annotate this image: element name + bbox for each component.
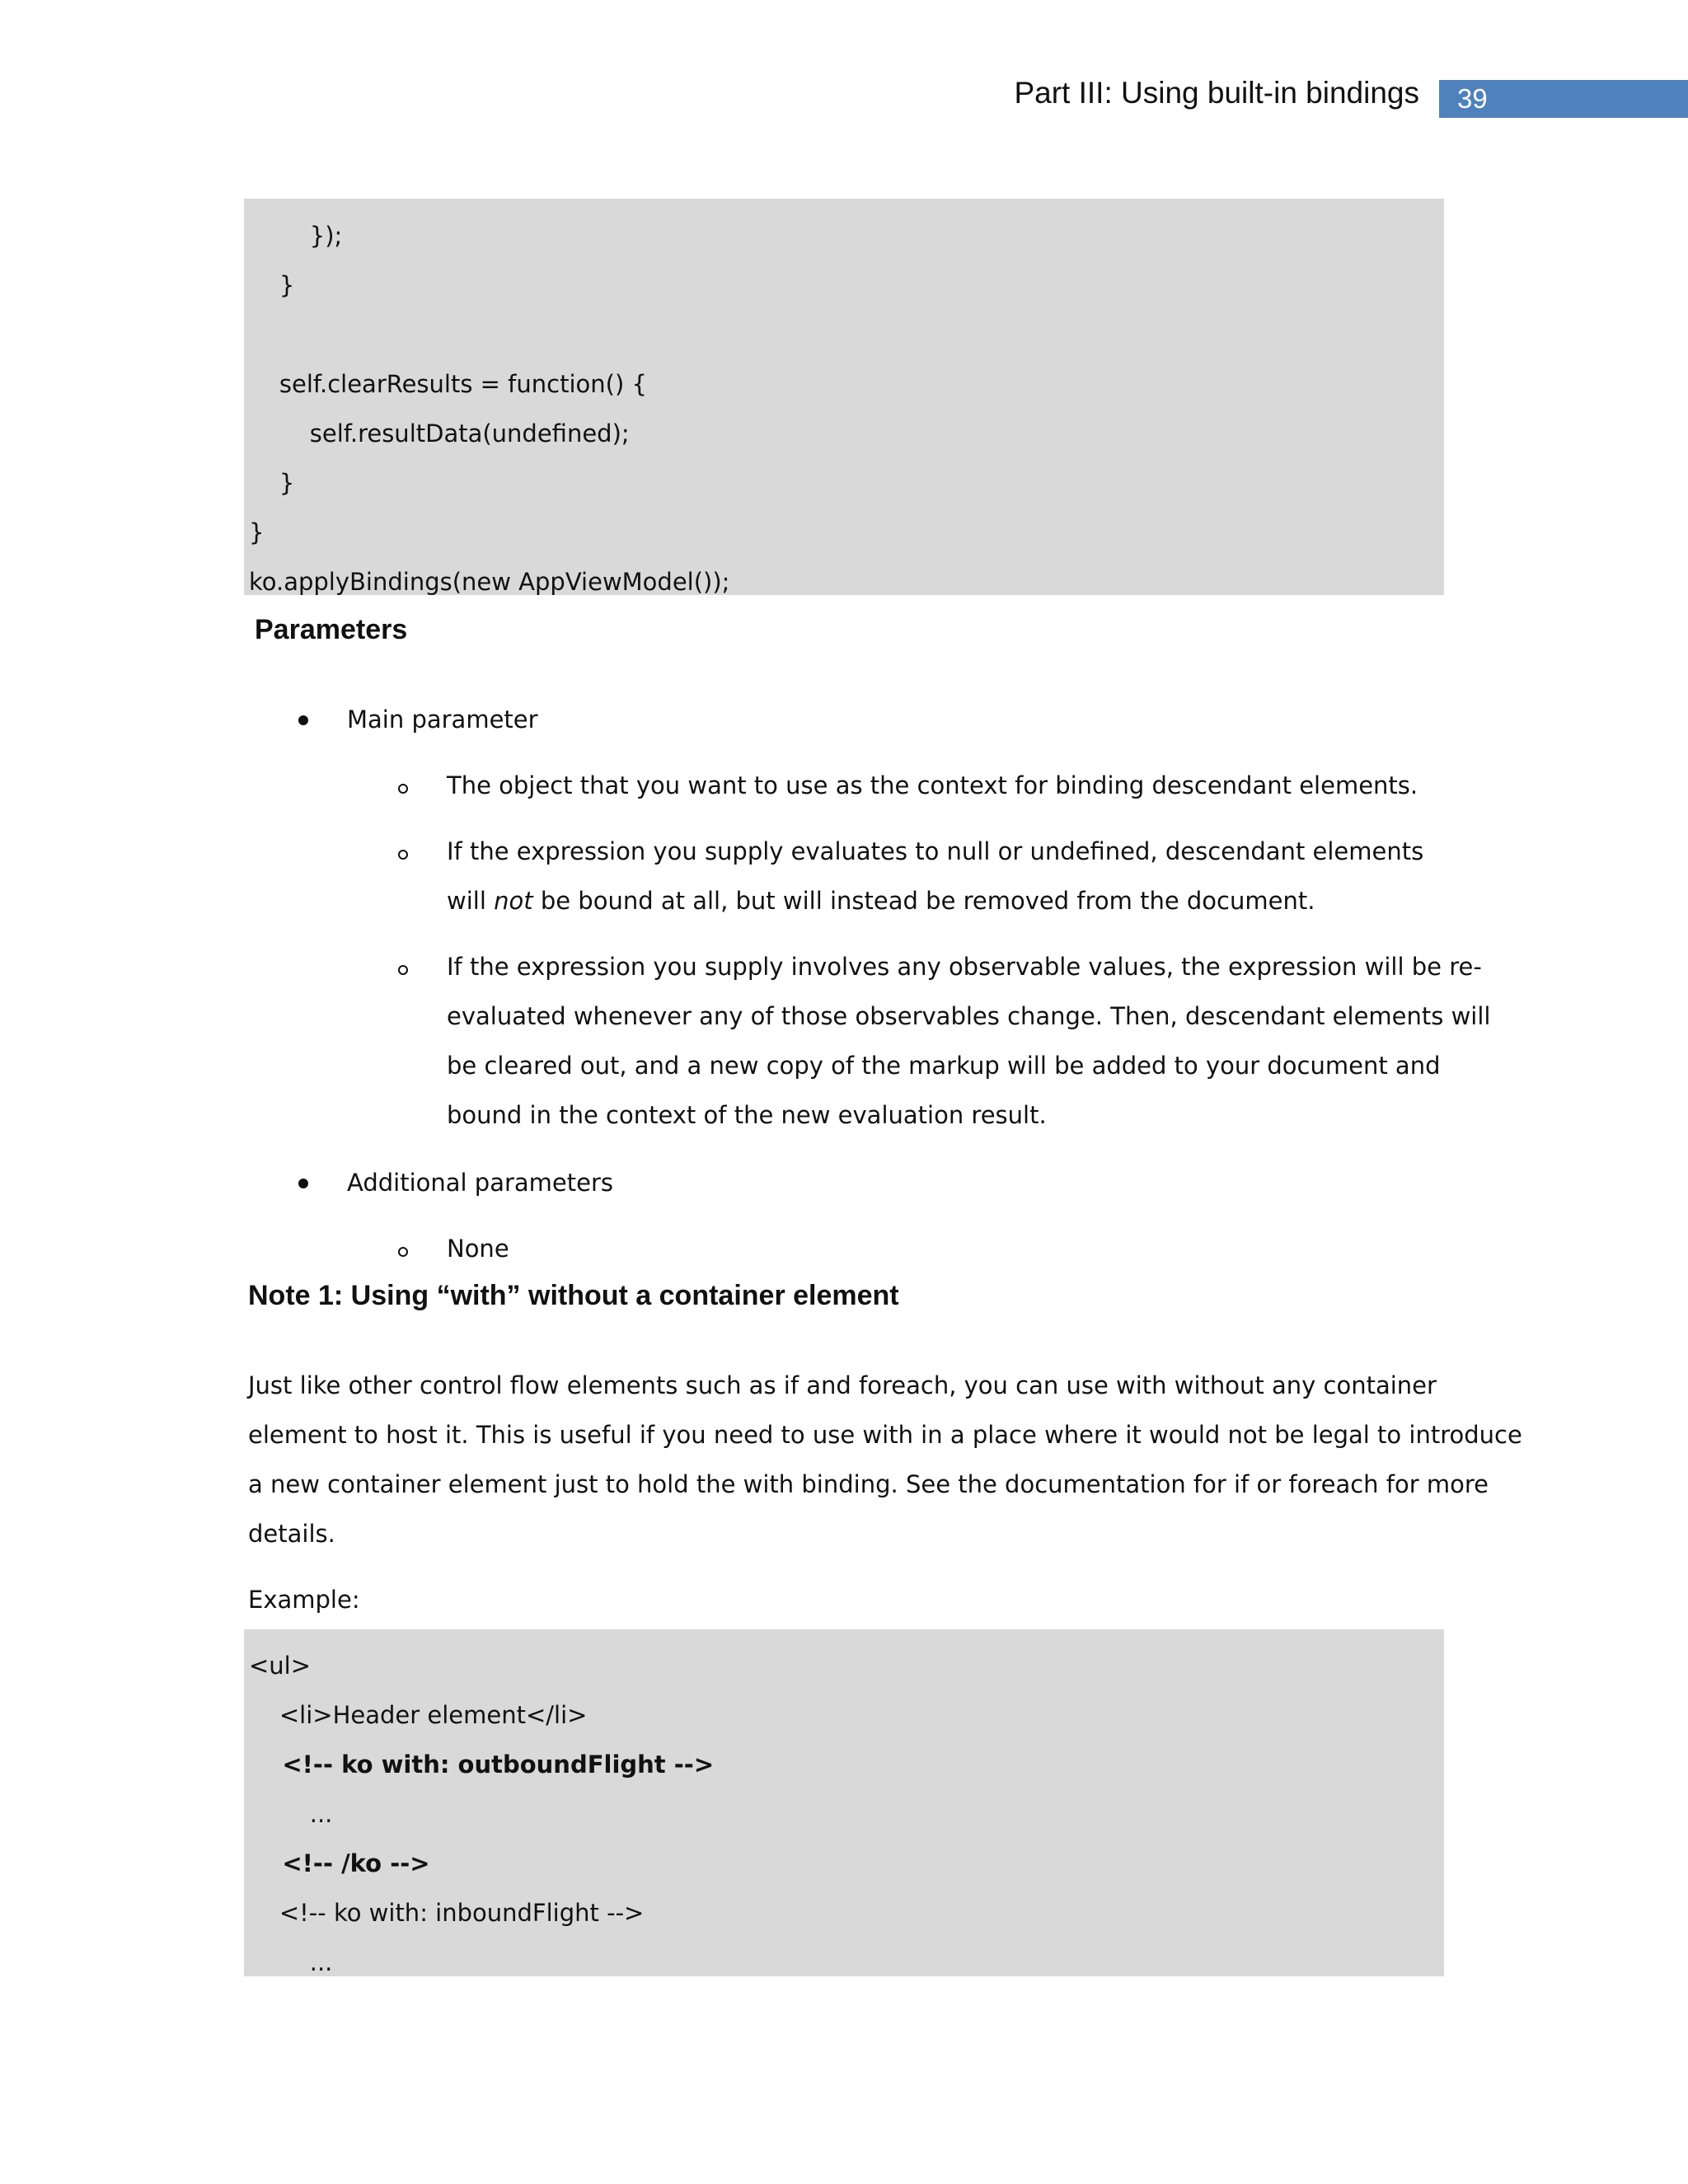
bullet-icon — [298, 715, 308, 725]
main-parameter-item-continued: bound in the context of the new evaluation result. — [447, 1101, 1047, 1129]
additional-parameter-item: None — [447, 1235, 509, 1263]
code-line: ... — [249, 1800, 333, 1828]
code-line: <!-- ko with: inboundFlight --> — [249, 1899, 645, 1927]
code-line: self.clearResults = function() { — [249, 370, 647, 398]
main-parameter-item-continued: be cleared out, and a new copy of the markup will be added to your document and — [447, 1052, 1441, 1080]
main-parameter-label: Main parameter — [347, 705, 538, 733]
main-parameter-item-continued: evaluated whenever any of those observables change. Then, descendant elements will — [447, 1002, 1491, 1030]
sub-bullet-icon — [398, 850, 408, 860]
code-line: } — [249, 518, 265, 546]
code-line-bold: <!-- /ko --> — [249, 1849, 430, 1877]
bullet-icon — [298, 1179, 308, 1188]
code-line: } — [249, 271, 295, 299]
additional-parameters-label: Additional parameters — [347, 1169, 614, 1197]
code-line: } — [249, 469, 295, 497]
emphasis-text: not — [494, 887, 533, 915]
code-line: ... — [249, 1948, 333, 1976]
main-parameter-item: The object that you want to use as the context for binding descendant elements. — [447, 771, 1418, 799]
code-line-bold: <!-- ko with: outboundFlight --> — [249, 1750, 715, 1779]
sub-bullet-icon — [398, 784, 408, 794]
code-line: self.resultData(undefined); — [249, 419, 630, 448]
code-line: ko.applyBindings(new AppViewModel()); — [249, 568, 730, 596]
example-label: Example: — [248, 1586, 360, 1614]
note1-heading: Note 1: Using “with” without a container element — [248, 1280, 899, 1311]
main-parameter-item: If the expression you supply evaluates to null or undefined, descendant elements — [447, 837, 1424, 865]
note1-paragraph-line: Just like other control flow elements such as if and foreach, you can use with without any container — [248, 1371, 1437, 1399]
note1-paragraph-line: details. — [248, 1520, 335, 1548]
text-run: will — [447, 887, 495, 915]
main-parameter-item-continued — [447, 886, 1315, 916]
code-line: }); — [249, 222, 343, 250]
page-number-badge: 39 — [1439, 80, 1688, 118]
sub-bullet-icon — [398, 1247, 408, 1257]
code-line: <li>Header element</li> — [249, 1701, 588, 1729]
note1-paragraph-line: element to host it. This is useful if you need to use with in a place where it would not be legal to introduce — [248, 1421, 1522, 1449]
sub-bullet-icon — [398, 965, 408, 975]
parameters-heading: Parameters — [255, 614, 408, 645]
note1-paragraph-line: a new container element just to hold the with binding. See the documentation for if or foreach for more — [248, 1470, 1489, 1498]
code-line: <ul> — [249, 1652, 312, 1680]
text-run: be bound at all, but will instead be removed from the document. — [532, 887, 1315, 915]
running-header-title: Part III: Using built-in bindings — [1014, 76, 1419, 110]
main-parameter-item: If the expression you supply involves any observable values, the expression will be re- — [447, 953, 1482, 981]
